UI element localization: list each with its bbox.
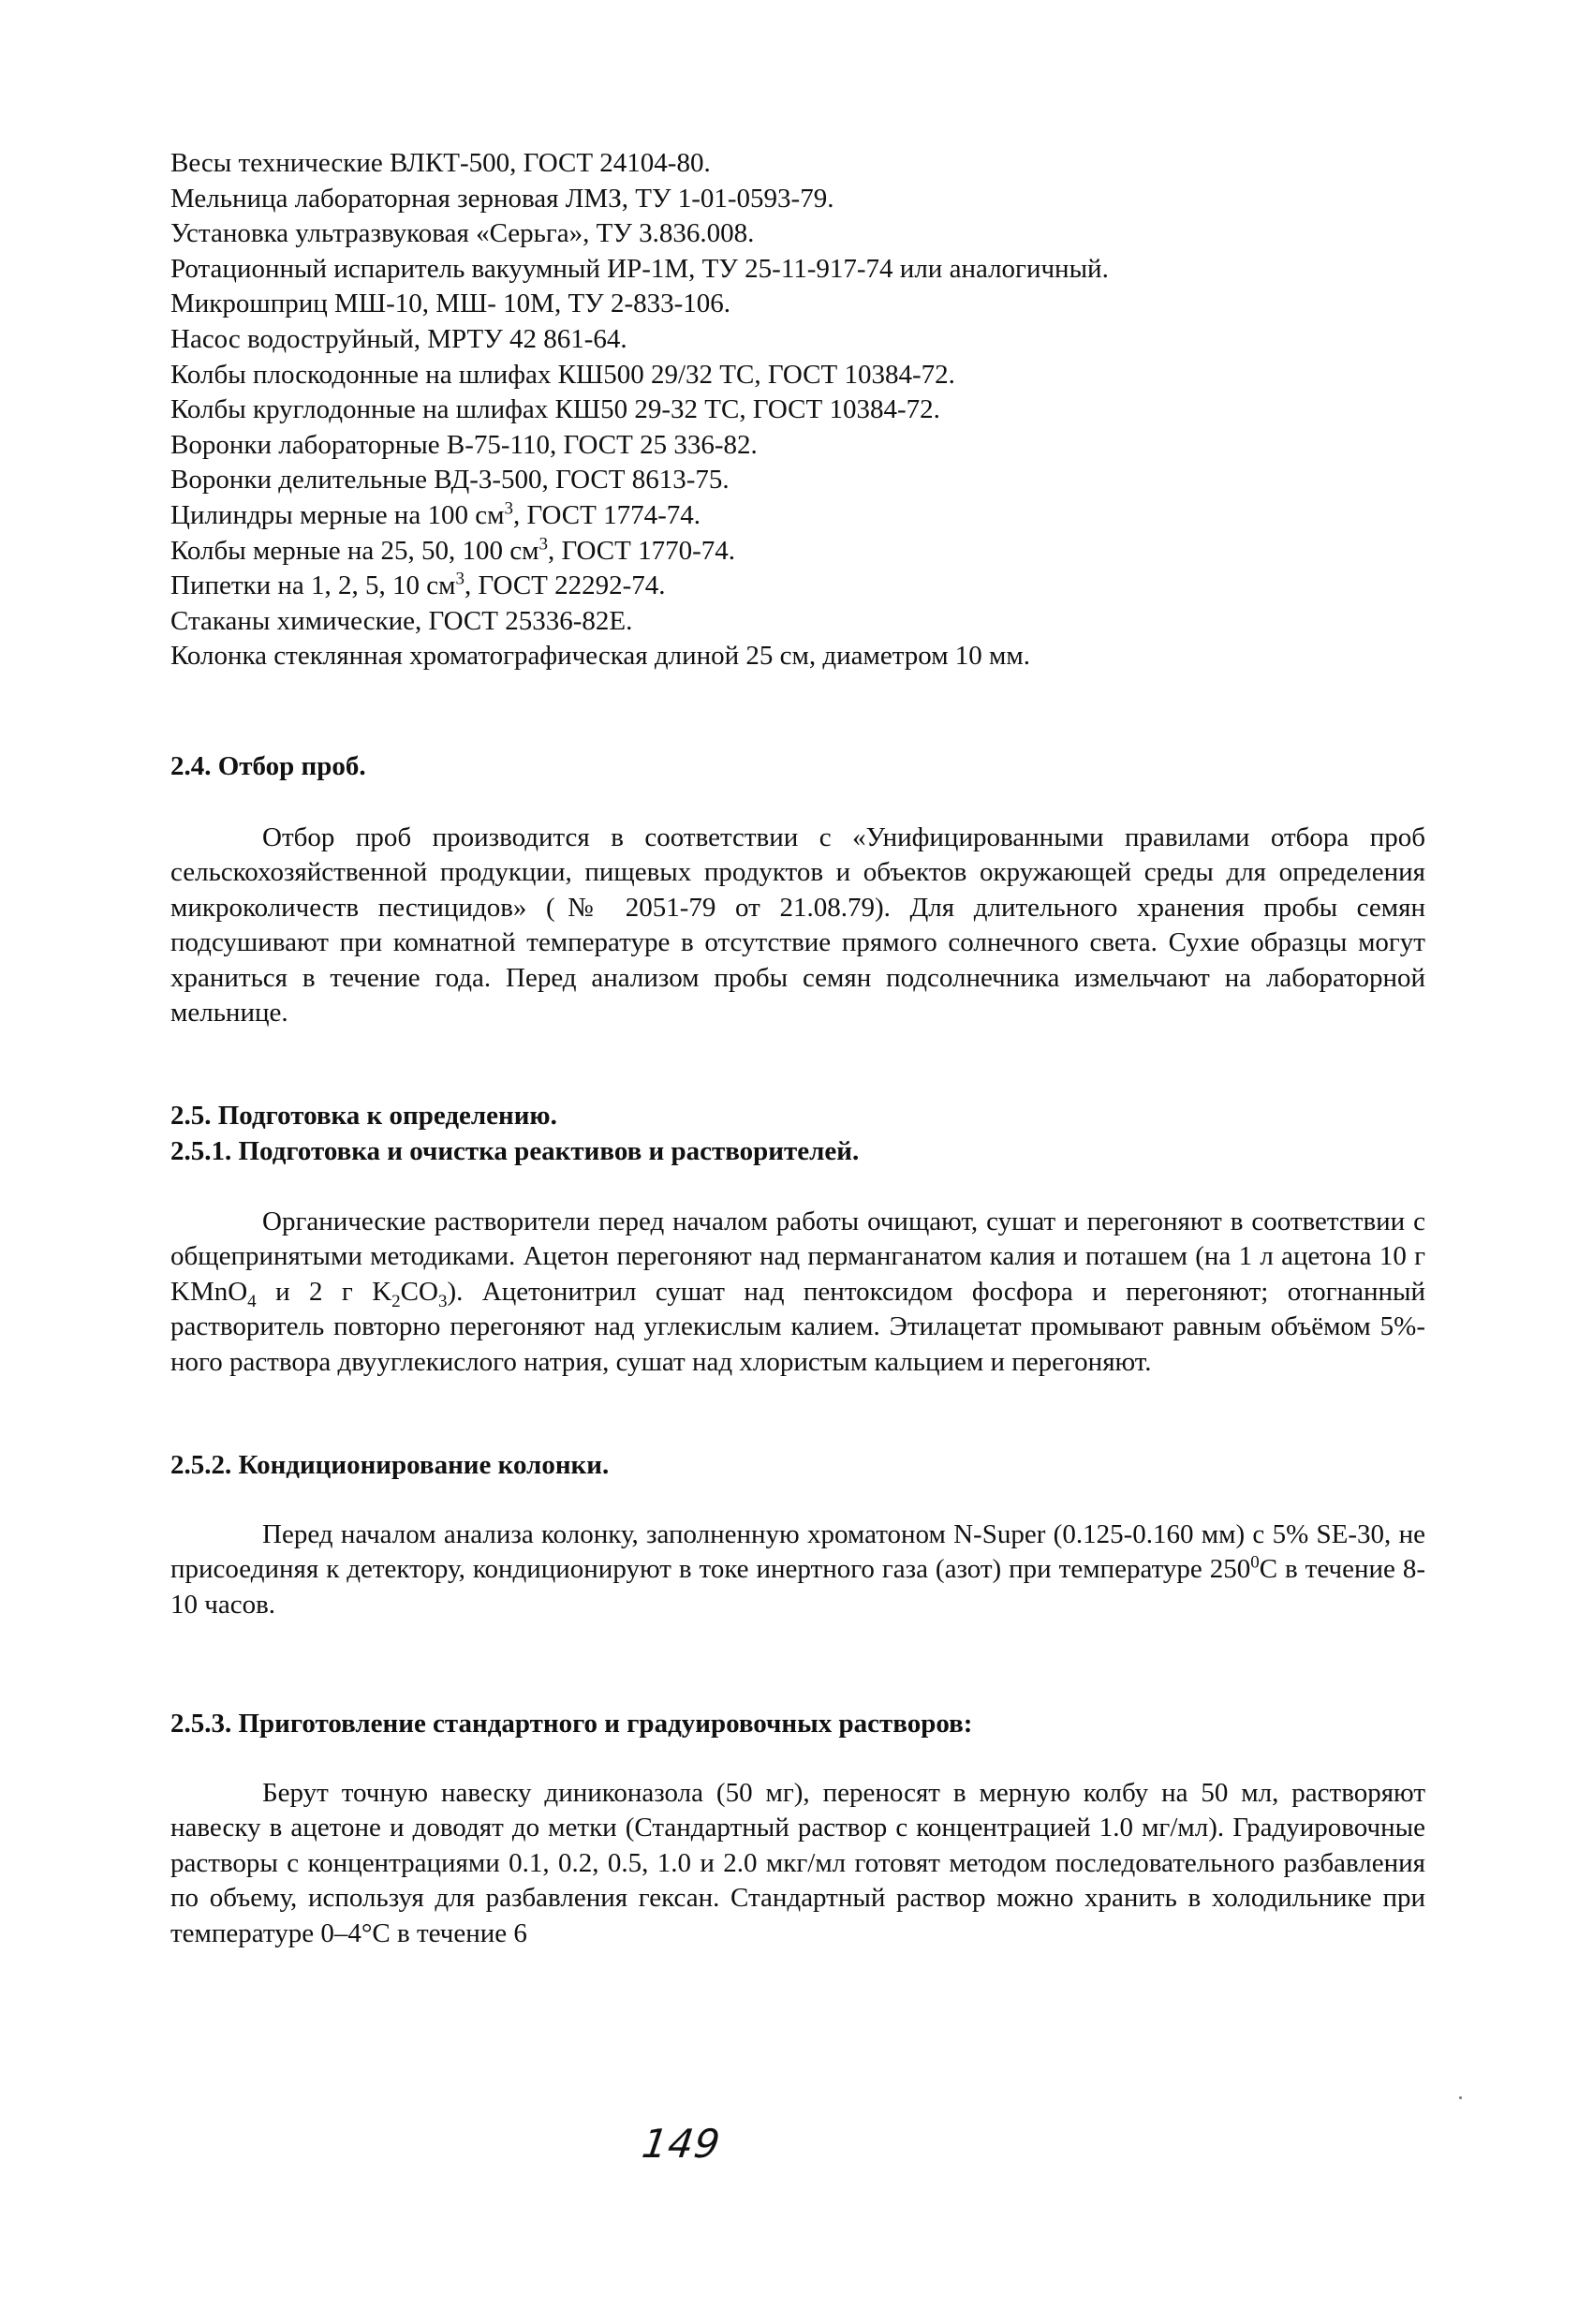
list-item-text: Цилиндры мерные на 100 см xyxy=(170,499,505,530)
list-item: Весы технические ВЛКТ-500, ГОСТ 24104-80. xyxy=(170,148,711,178)
list-item: Колбы плоскодонные на шлифах КШ500 29/32 ТС, ГОСТ 10384-72. xyxy=(170,359,955,390)
list-item: Микрошприц МШ-10, МШ- 10М, ТУ 2-833-106. xyxy=(170,289,731,319)
section-title-2-5-1: 2.5.1. Подготовка и очистка реактивов и растворителей. xyxy=(170,1136,860,1166)
list-item xyxy=(170,569,1463,604)
list-item: Стаканы химические, ГОСТ 25336-82Е. xyxy=(170,605,633,636)
section-title-2-4: 2.4. Отбор проб. xyxy=(170,751,366,781)
superscript: 3 xyxy=(455,569,465,589)
list-item: Насос водоструйный, МРТУ 42 861-64. xyxy=(170,323,627,354)
list-item: Ротационный испаритель вакуумный ИР-1М, ТУ 25-11-917-74 или аналогичный. xyxy=(170,253,1109,284)
page-number: 149 xyxy=(639,2121,724,2167)
paragraph-text: Органические растворители перед началом работы очищают, сушат и перегоняют в соответствии с общепринятыми методиками. Ацетон перегоняют над перманганатом калия и поташем (на 1 л ацетона 10 г KMnO xyxy=(170,1206,1425,1307)
paragraph-text: и 2 г K xyxy=(256,1276,392,1307)
list-item xyxy=(170,498,1463,534)
list-item: Колонка стеклянная хроматографическая длиной 25 см, диаметром 10 мм. xyxy=(170,641,1031,672)
list-item-text: , ГОСТ 1770-74. xyxy=(547,535,736,566)
list-item: Воронки делительные ВД-3-500, ГОСТ 8613-75. xyxy=(170,465,730,496)
section-2-5-3-text: Берут точную навеску диниконазола (50 мг), переносят в мерную колбу на 50 мл, растворяют навеску в ацетоне и доводят до метки (Стандартный раствор с концентрацией 1.0 мг/мл). Градуировочные растворы с концентрациями 0.1, 0.2, 0.5, 1.0 и 2.0 мкг/мл готовят методом последовательного разбавления по объему, используя для разбавления гексан. Стандартный раствор можно хранить в холодильнике при температуре 0–4°С в течение 6 xyxy=(170,1778,1425,1948)
section-title-2-5: 2.5. Подготовка к определению. xyxy=(170,1101,557,1131)
list-item-text: Пипетки на 1, 2, 5, 10 см xyxy=(170,570,456,601)
list-item: Мельница лабораторная зерновая ЛМЗ, ТУ 1-01-0593-79. xyxy=(170,183,834,214)
list-item-text: , ГОСТ 1774-74. xyxy=(512,499,701,530)
superscript: 3 xyxy=(504,498,513,519)
list-item-text: Колбы мерные на 25, 50, 100 см xyxy=(170,535,539,566)
list-item: Установка ультразвуковая «Серьга», ТУ 3.836.008. xyxy=(170,218,755,249)
paragraph-text: ). Ацетонитрил сушат над пентоксидом фосфора и перегоняют; отогнанный растворитель повторно перегоняют над углекислым калием. Этилацетат промывают равным объёмом 5%-ного раствора двууглекислого натрия, сушат над хлористым кальцием и перегоняют. xyxy=(170,1276,1426,1377)
section-title-2-5-3: 2.5.3. Приготовление стандартного и градуировочных растворов: xyxy=(170,1709,973,1739)
scan-speck xyxy=(1459,2096,1462,2099)
section-2-5-1-text xyxy=(170,1205,1425,1380)
paragraph-text: Перед началом анализа колонку, заполненную хроматоном N-Super (0.125-0.160 мм) с 5% SE-30, не присоединяя к детектору, кондиционируют в токе инертного газа (азот) при температуре 250 xyxy=(170,1519,1425,1585)
superscript: 0 xyxy=(1250,1552,1260,1573)
section-title-2-5-2: 2.5.2. Кондиционирование колонки. xyxy=(170,1450,610,1480)
list-item xyxy=(170,534,1463,570)
section-2-4-text: Отбор проб производится в соответствии с «Унифицированными правилами отбора проб сельскохозяйственной продукции, пищевых продуктов и объектов окружающей среды для определения микроколичеств пестицидов» (№ 2051-79 от 21.08.79). Для длительного хранения пробы семян подсушивают при комнатной температуре в отсутствие прямого солнечного света. Сухие образцы могут храниться в течение года. Перед анализом пробы семян подсолнечника измельчают на лабораторной мельнице. xyxy=(170,822,1425,1029)
section-2-5-2-text xyxy=(170,1517,1425,1622)
paragraph-text: CO xyxy=(400,1276,438,1307)
superscript: 3 xyxy=(538,533,548,554)
paragraph-text: С в течение 8-10 часов. xyxy=(170,1554,1425,1620)
list-item: Колбы круглодонные на шлифах КШ50 29-32 ТС, ГОСТ 10384-72. xyxy=(170,394,940,425)
subscript: 3 xyxy=(437,1291,448,1311)
list-item-text: , ГОСТ 22292-74. xyxy=(465,570,666,601)
equipment-list xyxy=(170,146,1463,674)
list-item: Воронки лабораторные В-75-110, ГОСТ 25 336-82. xyxy=(170,429,758,460)
subscript: 4 xyxy=(247,1291,257,1311)
subscript: 2 xyxy=(391,1291,401,1311)
